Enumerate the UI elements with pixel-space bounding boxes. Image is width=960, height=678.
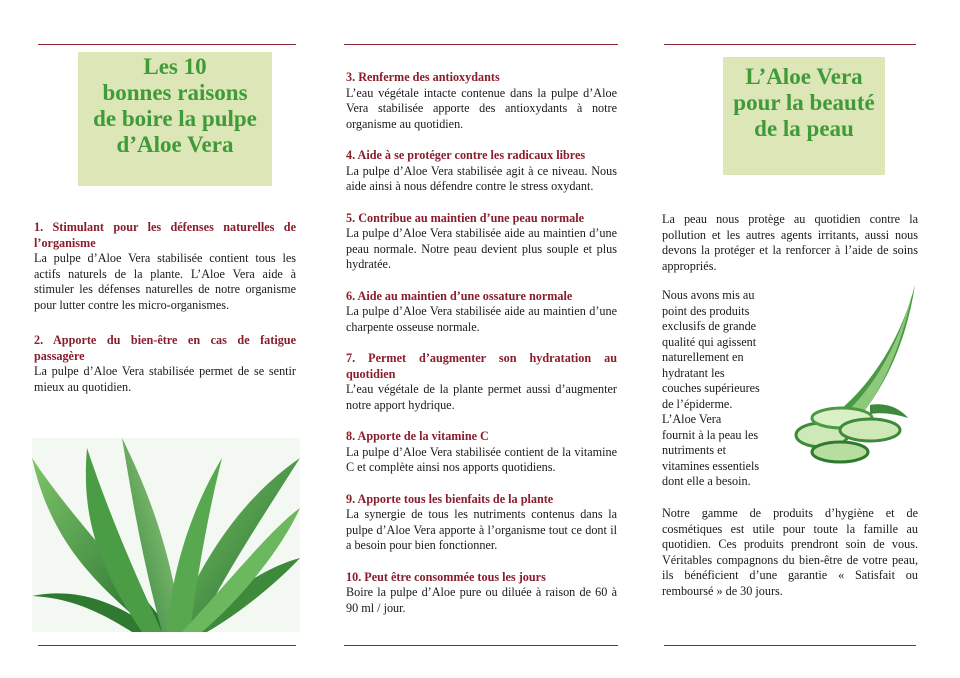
side-line: vitamines essentiels — [662, 458, 760, 473]
panel1-title — [78, 52, 272, 186]
section-title: 10. Peut être consommée tous les jours — [346, 569, 546, 584]
section-title: 9. Apporte tous les bienfaits de la plante — [346, 491, 554, 506]
bottom-rule-2 — [344, 645, 618, 646]
side-line: exclusifs de grande — [662, 319, 757, 333]
section-5 — [346, 211, 617, 273]
bottom-rule-1 — [38, 645, 296, 646]
section-3 — [346, 70, 617, 132]
panel1-title-line: bonnes raisons — [102, 80, 248, 105]
panel1-title-line: Les 10 — [143, 54, 207, 79]
panel3-title — [723, 57, 885, 175]
side-line: hydratant les — [662, 365, 725, 380]
top-rule-1 — [38, 44, 296, 45]
section-body: La pulpe d’Aloe Vera stabilisée permet de se sentir mieux au quotidien. — [34, 364, 296, 394]
section-2 — [34, 333, 296, 395]
section-title: 4. Aide à se protéger contre les radicaux libres — [346, 148, 586, 162]
section-9 — [346, 492, 617, 554]
section-6 — [346, 289, 617, 336]
side-line: nutriments et — [662, 443, 726, 457]
side-line: couches supérieures — [662, 381, 760, 395]
bottom-rule-3 — [664, 645, 916, 646]
side-line: naturellement en — [662, 350, 744, 364]
section-body: La pulpe d’Aloe Vera stabilisée aide au maintien d’une peau normale. Notre peau devient plus souple et plus hydratée. — [346, 226, 617, 271]
section-7 — [346, 351, 617, 413]
panel3-outro: Notre gamme de produits d’hygiène et de cosmétiques est utile pour toute la famille au quotidien. Ces produits prendront soin de vous. Véritables compagnons du bien-être de votre peau, ils bénéficient d’une garantie « Satisfait ou remboursé » de 30 jours. — [662, 506, 918, 598]
side-line: qualité qui agissent — [662, 334, 757, 349]
section-8 — [346, 429, 617, 476]
section-title: 7. Permet d’augmenter son hydratation au quotidien — [346, 351, 617, 381]
section-10 — [346, 570, 617, 617]
section-body: L’eau végétale intacte contenue dans la pulpe d’Aloe Vera stabilisée apporte des antioxydants à notre organisme au quotidien. — [346, 85, 617, 131]
side-line: L’Aloe Vera — [662, 412, 722, 426]
panel1-title-line: d’Aloe Vera — [116, 132, 234, 157]
panel3-title-line: L’Aloe Vera — [745, 64, 863, 89]
side-line: Nous avons mis au — [662, 288, 755, 302]
panel3-title-line: pour la beauté — [733, 90, 875, 115]
section-title: 8. Apporte de la vitamine C — [346, 429, 489, 443]
section-title: 6. Aide au maintien d’une ossature normale — [346, 288, 573, 303]
section-title: 3. Renferme des antioxydants — [346, 70, 500, 84]
panel2-body — [346, 70, 617, 616]
section-body: Boire la pulpe d’Aloe pure ou diluée à raison de 60 à 90 ml / jour. — [346, 585, 617, 615]
panel1-body — [34, 220, 296, 395]
section-title: 2. Apporte du bien-être en cas de fatigue passagère — [34, 333, 296, 363]
panel3-intro: La peau nous protège au quotidien contre la pollution et les autres agents irritants, aussi nous devons la protéger et la renforcer à l’aide de soins appropriés. — [662, 212, 918, 273]
top-rule-2 — [344, 44, 618, 45]
side-line: de l’épiderme. — [662, 396, 733, 411]
side-line: point des produits — [662, 303, 750, 318]
panel3-side-text — [662, 288, 787, 490]
side-line: fournit à la peau les — [662, 427, 759, 442]
section-title: 5. Contribue au maintien d’une peau normale — [346, 210, 585, 225]
side-line: dont elle a besoin. — [662, 474, 751, 488]
section-body: La pulpe d’Aloe Vera stabilisée agit à ce niveau. Nous aide ainsi à nous défendre contre le stress oxydant. — [346, 163, 617, 193]
panel3-title-line: de la peau — [754, 116, 854, 141]
top-rule-3 — [664, 44, 916, 45]
section-1 — [34, 220, 296, 313]
section-body: La synergie de tous les nutriments contenus dans la pulpe d’Aloe Vera apporte à l’organisme tout ce dont il a besoin pour bien fonctionner. — [346, 507, 617, 552]
section-body: La pulpe d’Aloe Vera stabilisée contient tous les actifs naturels de la plante. L’Aloe Vera aide à stimuler les défenses naturelles de notre organisme pour lutter contre les micro-organismes. — [34, 251, 296, 312]
panel1-title-line: de boire la pulpe — [93, 106, 257, 131]
section-body: L’eau végétale de la plante permet aussi d’augmenter notre apport hydrique. — [346, 382, 617, 412]
section-body: La pulpe d’Aloe Vera stabilisée aide au maintien d’une charpente osseuse normale. — [346, 304, 617, 334]
section-body: La pulpe d’Aloe Vera stabilisée contient de la vitamine C et complète ainsi nos apports quotidiens. — [346, 444, 617, 474]
aloe-plant-image — [32, 438, 300, 632]
aloe-leaf-image — [780, 280, 920, 470]
section-4 — [346, 148, 617, 195]
section-title: 1. Stimulant pour les défenses naturelles de l’organisme — [34, 220, 296, 250]
